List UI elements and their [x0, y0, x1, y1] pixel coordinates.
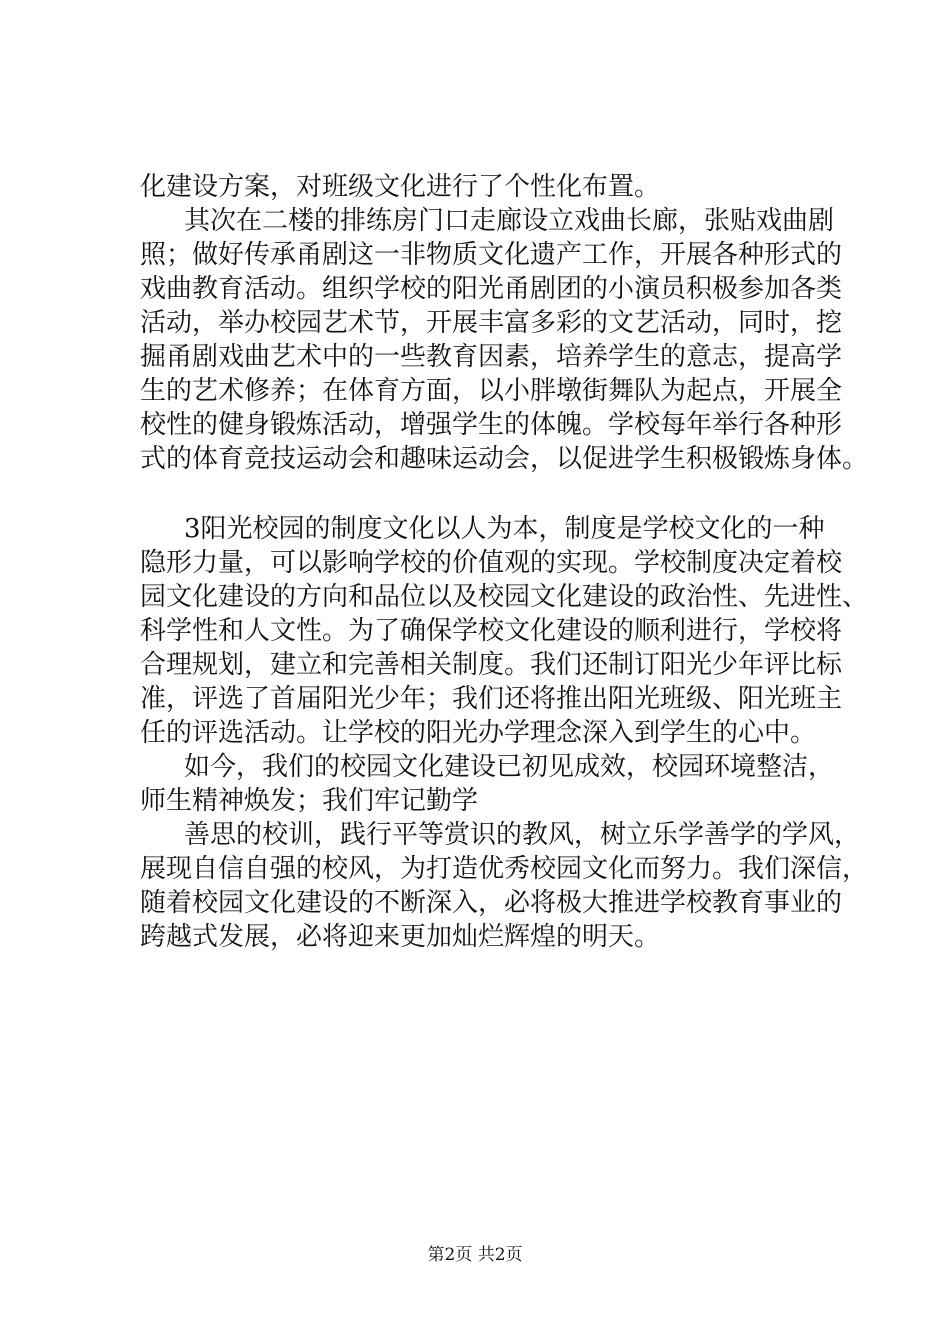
- text-line: 准，评选了首届阳光少年；我们还将推出阳光班级、阳光班主: [140, 684, 843, 714]
- text-line: 合理规划，建立和完善相关制度。我们还制订阳光少年评比标: [140, 650, 843, 680]
- text-line: 校性的健身锻炼活动，增强学生的体魄。学校每年举行各种形: [140, 410, 843, 440]
- page-footer: 第2页 共2页: [427, 1245, 523, 1265]
- text-line: 活动，举办校园艺术节，开展丰富多彩的文艺活动，同时，挖: [140, 308, 843, 338]
- text-line: 如今，我们的校园文化建设已初见成效，校园环境整洁，: [184, 752, 835, 782]
- text-line: 戏曲教育活动。组织学校的阳光甬剧团的小演员积极参加各类: [140, 274, 843, 304]
- text-line: 善思的校训，践行平等赏识的教风，树立乐学善学的学风，: [184, 820, 861, 850]
- text-line: 师生精神焕发；我们牢记勤学: [140, 786, 479, 816]
- text-line: 3阳光校园的制度文化以人为本，制度是学校文化的一种: [184, 514, 825, 544]
- paragraph-gap: [140, 476, 830, 512]
- text-line: 跨越式发展，必将迎来更加灿烂辉煌的明天。: [140, 922, 661, 952]
- text-line: 化建设方案，对班级文化进行了个性化布置。: [140, 172, 661, 202]
- text-line: 科学性和人文性。为了确保学校文化建设的顺利进行，学校将: [140, 616, 843, 646]
- document-body: [140, 170, 869, 954]
- text-line: 展现自信自强的校风，为打造优秀校园文化而努力。我们深信，: [140, 854, 869, 884]
- text-line: 生的艺术修养；在体育方面，以小胖墩街舞队为起点，开展全: [140, 376, 843, 406]
- text-line: 其次在二楼的排练房门口走廊设立戏曲长廊，张贴戏曲剧: [184, 206, 835, 236]
- text-line: 隐形力量，可以影响学校的价值观的实现。学校制度决定着校: [140, 548, 843, 578]
- text-line: 式的体育竞技运动会和趣味运动会，以促进学生积极锻炼身体。: [140, 444, 869, 474]
- text-line: 照；做好传承甬剧这一非物质文化遗产工作，开展各种形式的: [140, 240, 843, 270]
- text-line: 掘甬剧戏曲艺术中的一些教育因素，培养学生的意志，提高学: [140, 342, 843, 372]
- text-line: 任的评选活动。让学校的阳光办学理念深入到学生的心中。: [140, 718, 817, 748]
- text-line: 随着校园文化建设的不断深入，必将极大推进学校教育事业的: [140, 888, 843, 918]
- text-line: 园文化建设的方向和品位以及校园文化建设的政治性、先进性、: [140, 582, 869, 612]
